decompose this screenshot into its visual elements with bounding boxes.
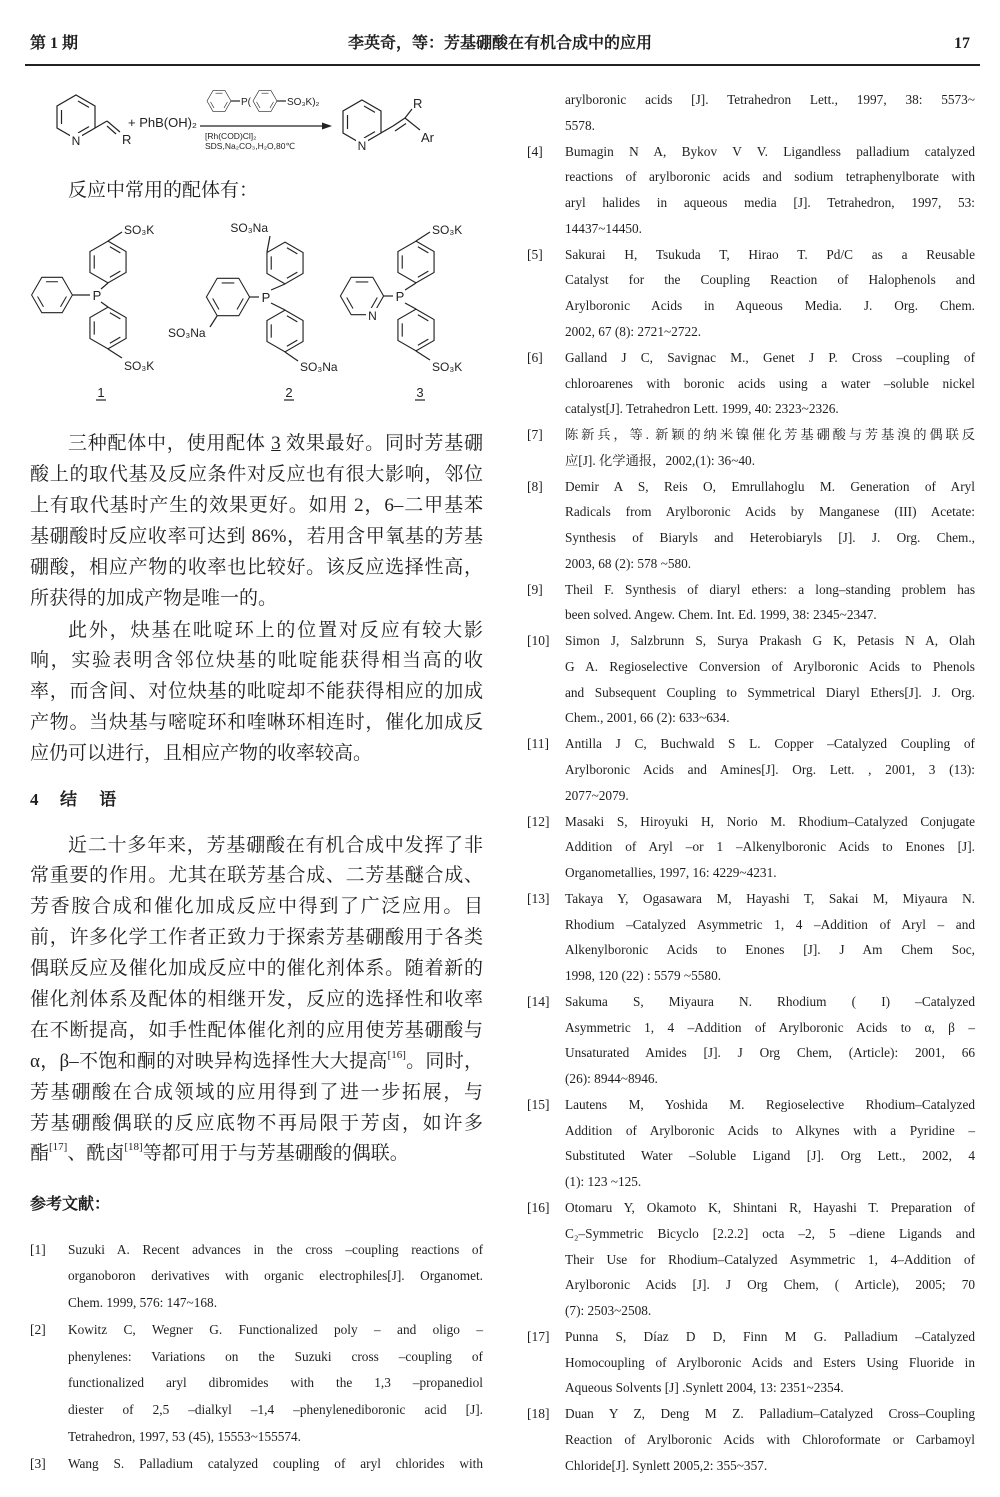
bond — [101, 302, 108, 307]
reference-text: Tetrahedron, 1997, 53 (45), 15553~155574. — [68, 1428, 302, 1444]
citation-superscript: [16] — [387, 1048, 406, 1061]
reference-text: Simon J, Salzbrunn S, Surya Prakash G K, Petasis N A, Olah — [565, 633, 975, 649]
text-line — [30, 1139, 483, 1170]
reference-line — [527, 422, 975, 448]
reference-text: Reaction of Arylboronic Acids with Chloroformate or Carbamoyl — [565, 1431, 975, 1447]
citation-superscript: [17] — [49, 1141, 68, 1154]
reference-line — [30, 1317, 483, 1344]
text-line: 在不断提高，如手性配体催化剂的应用使芳基硼酸与 — [30, 1019, 483, 1041]
text-line: 催化剂体系及配体的相继开发，反应的选择性和收率 — [30, 988, 483, 1010]
text-run: 效果最好。同时芳基硼 — [280, 432, 483, 454]
left-aryl-ring — [206, 278, 249, 315]
reference-text: chloroarenes with boronic acids using a water –soluble nickel — [565, 375, 975, 391]
text-line — [30, 428, 483, 459]
reference-number: [12] — [527, 813, 550, 829]
reference-text: Arylboronic Acids and Amines[J]. Org. Lett. , 2001, 3 (13): — [565, 762, 975, 777]
reference-text: Substituted Water –Soluble Ligand [J]. Org Lett., 2002, 4 — [565, 1148, 975, 1164]
reference-text: 应[J]. 化学通报，2002,(1): 36~40. — [565, 452, 756, 468]
reference-text: Galland J C, Savignac M., Genet J P. Cross –coupling of — [565, 349, 975, 365]
reference-line — [527, 989, 975, 1015]
reference-number: [3] — [30, 1455, 46, 1471]
reference-line — [565, 1169, 975, 1195]
text-run: 三种配体中，使用配体 — [68, 432, 272, 454]
bond — [95, 121, 107, 128]
ligand-phenyl-ring — [207, 91, 231, 112]
reference-line — [527, 474, 975, 500]
reference-number: [2] — [30, 1321, 46, 1337]
text-run: 。同时， — [405, 1050, 483, 1072]
bond — [405, 118, 420, 130]
upper-aryl-ring — [90, 241, 126, 283]
reference-line — [565, 654, 975, 680]
reference-text: 2077~2079. — [565, 787, 629, 803]
text-line: 硼酸，相应产物的收率也比较好。该反应选择性高， — [30, 556, 483, 578]
reference-text: 2002, 67 (8): 2721~2722. — [565, 323, 702, 339]
bond — [405, 283, 416, 290]
references-left-column — [30, 1237, 483, 1478]
text-line: 率，而含间、对位炔基的吡啶却不能获得相应的加成 — [30, 681, 483, 703]
reference-line — [565, 190, 975, 216]
bond — [108, 349, 122, 358]
reference-text: Masaki S, Hiroyuki H, Norio M. Rhodium–Catalyzed Conjugate — [565, 813, 975, 829]
sulfonate-label: SO₃Na — [230, 221, 268, 235]
reference-line — [527, 809, 975, 835]
reference-line — [565, 293, 975, 319]
reference-line — [527, 577, 975, 603]
reference-line — [527, 1195, 975, 1221]
arrow-head — [322, 123, 332, 130]
text-line: 偶联反应及催化加成反应中的催化剂体系。随着新的 — [30, 958, 483, 980]
reference-text: and Subsequent Coupling to Symmetrical Diaryl Ethers[J]. J. Org. — [565, 684, 975, 700]
reference-line — [565, 1453, 975, 1479]
lower-aryl-ring — [90, 307, 126, 349]
product-nitrogen-label: N — [357, 139, 367, 153]
text-line: 基硼酸时反应收率可达到 86%，若用含甲氧基的芳基 — [30, 525, 483, 547]
reference-text: Chem., 2001, 66 (2): 633~634. — [565, 710, 730, 726]
reactant-nitrogen-label: N — [71, 134, 81, 148]
reference-number: [1] — [30, 1241, 46, 1257]
reference-text: Takaya Y, Ogasawara M, Hayashi T, Sakai M, Miyaura N. — [565, 890, 975, 906]
reference-line — [68, 1397, 483, 1424]
bond — [271, 284, 285, 290]
reference-line — [527, 731, 975, 757]
reference-line — [565, 1066, 975, 1092]
reference-line — [565, 1143, 975, 1169]
reference-text: 14437~14450. — [565, 220, 643, 236]
reference-line — [565, 834, 975, 860]
phosphorus-label: P — [261, 290, 271, 305]
reference-line — [565, 164, 975, 190]
reference-text: Wang S. Palladium catalyzed coupling of aryl chlorides with — [68, 1455, 483, 1471]
reference-line — [68, 1424, 483, 1451]
phosphorus-label: P — [395, 289, 405, 304]
reference-line — [565, 525, 975, 551]
reference-line — [527, 628, 975, 654]
ligand-structures — [0, 205, 500, 410]
bond — [416, 351, 430, 360]
reference-line — [30, 1451, 483, 1478]
text-line: 产物。当炔基与嘧啶环和喹啉环相连时，催化加成反 — [30, 711, 483, 733]
reference-line — [565, 1375, 975, 1401]
reference-text: Radicals from Arylboronic Acids by Manganese (III) Acetate: — [565, 504, 975, 520]
ligand-phosphorus-label: P( — [241, 97, 251, 108]
sulfonate-label: SO₃K — [124, 359, 155, 373]
reference-text: Asymmetric 1, 4 –Addition of Arylboronic Acids to α, β – — [565, 1019, 975, 1035]
reference-line — [527, 1401, 975, 1427]
reference-text: Kowitz C, Wegner G. Functionalized poly – and oligo – — [68, 1321, 483, 1337]
reference-text: reactions of arylboronic acids and sodium tetraphenylborate with — [565, 169, 975, 185]
sulfonate-label: SO₃K — [124, 223, 155, 237]
phosphorus-label: P — [92, 288, 102, 303]
reactant-pyridine-ring — [57, 95, 95, 139]
reference-text: Unsaturated Amides [J]. J Org Chem, (Article): 2001, 66 — [565, 1045, 975, 1061]
reference-number: [16] — [527, 1200, 550, 1216]
reference-line — [565, 499, 975, 525]
reference-text: Suzuki A. Recent advances in the cross –coupling reactions of — [68, 1241, 483, 1257]
reference-text: Their Use for Rhodium–Catalyzed Asymmetric 1, 4–Addition of — [565, 1251, 975, 1267]
reference-text: Addition of Arylboronic Acids to Alkynes with a Pyridine – — [565, 1122, 975, 1138]
reference-text: 1998, 120 (22) : 5579 ~5580. — [565, 968, 722, 984]
upper-aryl-ring — [267, 242, 303, 284]
reference-number: [7] — [527, 427, 543, 443]
reference-text: organoboron derivatives with organic electrophiles[J]. Organomet. — [68, 1268, 483, 1284]
text-line: 近二十多年来，芳基硼酸在有机合成中发挥了非 — [68, 834, 483, 856]
reference-text: Lautens M, Yoshida M. Regioselective Rhodium–Catalyzed — [565, 1096, 975, 1112]
bond — [405, 303, 416, 309]
reference-text: Arylboronic Acids in Aqueous Media. J. Org. Chem. — [565, 298, 975, 314]
lower-aryl-ring — [398, 309, 434, 351]
reference-text: Theil F. Synthesis of diaryl ethers: a long–standing problem has — [565, 581, 975, 597]
sulfonate-label: SO₃K — [432, 223, 463, 237]
citation-superscript: [18] — [124, 1141, 143, 1154]
reference-text: Aqueous Solvents [J] .Synlett 2004, 13: 2351~2354. — [565, 1380, 844, 1396]
reference-line — [565, 1298, 975, 1324]
reference-line — [565, 448, 975, 474]
product-pyridine-ring — [343, 100, 381, 144]
ligand-sulfonate-label: SO₃K)₂ — [287, 97, 320, 108]
reference-text: 2003, 68 (2): 578 ~580. — [565, 555, 692, 571]
reference-text: 5578. — [565, 117, 595, 133]
reference-line — [68, 1263, 483, 1290]
bond — [285, 352, 298, 361]
reference-text: G A. Regioselective Conversion of Arylboronic Acids to Phenols — [565, 658, 975, 674]
reference-text: Sakuma S, Miyaura N. Rhodium ( I) –Catalyzed — [565, 993, 975, 1009]
reference-line — [565, 1272, 975, 1298]
reference-text: phenylenes: Variations on the Suzuki cross –coupling of — [68, 1348, 483, 1364]
reference-text: Addition of Aryl –or 1 –Alkenylboronic Acids to Enones [J]. — [565, 839, 975, 855]
sulfonate-label: SO₃Na — [168, 326, 206, 340]
reference-line — [565, 1247, 975, 1273]
reference-text: functionalized aryl dibromides with the 1,3 –propanediol — [68, 1375, 483, 1391]
body-paragraph — [30, 428, 483, 614]
sulfonate-label: SO₃K — [432, 360, 463, 374]
reference-line — [565, 602, 975, 628]
reference-line — [565, 912, 975, 938]
reference-line — [565, 396, 975, 422]
reference-text: Punna S, Díaz D D, Finn M G. Palladium –Catalyzed — [565, 1328, 975, 1344]
reference-line — [565, 1015, 975, 1041]
reference-line — [527, 345, 975, 371]
ligand-2 — [168, 221, 338, 400]
reference-number: [4] — [527, 143, 543, 159]
reference-line — [565, 1350, 975, 1376]
reference-text: Otomaru Y, Okamoto K, Shintani R, Hayashi T. Preparation of — [565, 1200, 975, 1216]
reference-text: C₂–Symmetric Bicyclo [2.2.2] octa –2, 5 –diene Ligands and — [565, 1225, 975, 1241]
reference-number: [13] — [527, 890, 550, 906]
text-line: 所获得的加成产物是唯一的。 — [30, 587, 278, 609]
reference-text: Sakurai H, Tsukuda T, Hirao T. Pd/C as a Reusable — [565, 246, 975, 262]
reference-line — [527, 1324, 975, 1350]
reference-line — [68, 1290, 483, 1317]
bond — [210, 316, 217, 327]
text-line: 芳基硼酸偶联的反应底物不再局限于芳卤，如许多 — [30, 1112, 483, 1134]
phenyl-ring — [32, 277, 73, 312]
reference-text: (7): 2503~2508. — [565, 1303, 652, 1319]
ligand-1 — [32, 223, 155, 400]
reference-text: arylboronic acids [J]. Tetrahedron Lett., 1997, 38: 5573~ — [565, 92, 975, 108]
reference-line — [30, 1237, 483, 1264]
reference-line — [565, 937, 975, 963]
lower-aryl-ring — [267, 310, 303, 352]
bond — [395, 124, 406, 132]
bond — [416, 232, 430, 241]
reference-text: catalyst[J]. Tetrahedron Lett. 1999, 40: 2323~2326. — [565, 401, 839, 417]
reference-line — [565, 1040, 975, 1066]
reference-text: (26): 8944~8946. — [565, 1071, 658, 1087]
reference-line — [565, 783, 975, 809]
header-rule — [25, 64, 980, 66]
bond — [107, 121, 120, 132]
catalyst-label: [Rh(COD)Cl]₂ — [205, 131, 257, 141]
text-run: 、酰卤 — [67, 1143, 125, 1165]
reference-text: Rhodium –Catalyzed Asymmetric 1, 4 –Addition of Aryl – and — [565, 916, 975, 932]
reactant-r-label: R — [122, 132, 132, 147]
reference-line — [527, 1092, 975, 1118]
ligand-3 — [340, 223, 462, 400]
references-heading: 参考文献： — [30, 1196, 111, 1213]
reference-line — [527, 886, 975, 912]
reference-text: Antilla J C, Buchwald S L. Copper –Catalyzed Coupling of — [565, 736, 975, 752]
text-line: 此外，炔基在吡啶环上的位置对反应有较大影 — [68, 619, 483, 641]
page-number: 17 — [954, 35, 970, 52]
reference-line — [565, 267, 975, 293]
reference-line — [565, 757, 975, 783]
references-right-column — [527, 87, 975, 1478]
reference-text: Catalyst for the Coupling Reaction of Halophenols and — [565, 272, 975, 288]
reference-text: Duan Y Z, Deng M Z. Palladium–Catalyzed Cross–Coupling — [565, 1406, 975, 1422]
reference-line — [565, 860, 975, 886]
reference-text: Arylboronic Acids [J]. J Org Chem, ( Article), 2005; 70 — [565, 1277, 975, 1293]
running-title: 李英奇，等：芳基硼酸在有机合成中的应用 — [347, 35, 652, 52]
reference-number: [10] — [527, 633, 550, 649]
reference-text: (1): 123 ~125. — [565, 1174, 642, 1190]
reference-line — [565, 680, 975, 706]
reference-text: Organometallies, 1997, 16: 4229~4231. — [565, 865, 777, 881]
bond — [381, 126, 393, 133]
ligand-reference: 3 — [271, 432, 281, 454]
ligands-intro: 反应中常用的配体有： — [68, 180, 259, 201]
text-line: 响，实验表明含邻位炔基的吡啶能获得相当高的收 — [30, 650, 483, 672]
conditions-label: SDS,Na₂CO₃,H₂O,80℃ — [205, 141, 295, 151]
bond — [405, 109, 412, 118]
reference-text: Chem. 1999, 576: 147~168. — [68, 1295, 218, 1311]
ligand-number: 1 — [97, 385, 105, 400]
reference-text: Demir A S, Reis O, Emrullahoglu M. Generation of Aryl — [565, 478, 975, 494]
bond — [108, 232, 122, 241]
reagent-label: + PhB(OH)₂ — [128, 115, 197, 130]
reference-line — [565, 551, 975, 577]
reference-line — [565, 1427, 975, 1453]
reference-number: [17] — [527, 1328, 550, 1344]
reference-line — [565, 216, 975, 242]
reference-text: Chloride[J]. Synlett 2005,2: 355~357. — [565, 1457, 768, 1473]
product-ar-label: Ar — [421, 130, 434, 145]
bond — [101, 283, 108, 289]
reference-text: 陈新兵，等. 新颖的纳米镍催化芳基硼酸与芳基溴的偶联反 — [565, 427, 975, 443]
reference-line — [565, 705, 975, 731]
reference-number: [6] — [527, 349, 543, 365]
section-title: 结 语 — [60, 790, 117, 809]
reference-number: [18] — [527, 1406, 550, 1422]
reference-number: [5] — [527, 246, 543, 262]
nitrogen-label: N — [368, 309, 377, 323]
reference-text: Bumagin N A, Bykov V V. Ligandless palladium catalyzed — [565, 143, 975, 159]
reference-number: [11] — [527, 736, 549, 752]
upper-aryl-ring — [398, 241, 434, 283]
reference-text: aryl halides in aqueous media [J]. Tetrahedron, 1997, 53: — [565, 195, 975, 211]
ligand-number: 2 — [285, 385, 293, 400]
reference-line — [68, 1370, 483, 1397]
reference-number: [15] — [527, 1096, 550, 1112]
reference-line — [565, 1118, 975, 1144]
reference-line — [565, 963, 975, 989]
reference-line — [565, 87, 975, 113]
reference-number: [9] — [527, 581, 543, 597]
text-line: 上有取代基时产生的效果更好。如用 2，6–二甲基苯 — [30, 494, 483, 516]
reference-line — [527, 242, 975, 268]
body-paragraph — [30, 616, 483, 770]
text-line: 前，许多化学工作者正致力于探索芳基硼酸用于各类 — [30, 927, 483, 949]
reference-text: Alkenylboronic Acids to Enones [J]. J Am Chem Soc, — [565, 942, 975, 958]
body-paragraph — [30, 831, 483, 1171]
reference-number: [8] — [527, 478, 543, 494]
bond — [267, 236, 270, 252]
ligand-number: 3 — [416, 385, 424, 400]
sulfonate-label: SO₃Na — [300, 360, 338, 374]
text-line: 酸上的取代基及反应条件对反应也有很大影响，邻位 — [30, 463, 483, 485]
reference-text: Synthesis of Biaryls and Heterobiaryls [J]. J. Org. Chem., — [565, 530, 975, 546]
text-run: α，β–不饱和酮的对映异构选择性大大提高 — [30, 1050, 388, 1072]
text-line: 芳基硼酸在合成领域的应用得到了进一步拓展，与 — [30, 1081, 483, 1103]
reaction-scheme — [0, 75, 500, 170]
reference-number: [14] — [527, 993, 550, 1009]
bond — [271, 303, 285, 310]
product-r-label: R — [413, 96, 423, 111]
reference-line — [527, 139, 975, 165]
text-line — [30, 1047, 483, 1078]
reference-text: Homocoupling of Arylboronic Acids and Esters Using Fluoride in — [565, 1354, 975, 1370]
text-line: 常重要的作用。尤其在联芳基合成、二芳基醚合成、 — [30, 865, 483, 887]
reference-text: diester of 2,5 –dialkyl –1,4 –phenylenediboronic acid [J]. — [68, 1402, 483, 1418]
reference-line — [565, 319, 975, 345]
text-line: 芳香胺合成和催化加成反应中得到了广泛应用。目 — [30, 896, 483, 918]
reference-line — [565, 371, 975, 397]
text-run: 等都可用于与芳基硼酸的偶联。 — [142, 1143, 409, 1165]
text-run: 酯 — [30, 1143, 50, 1165]
ligand-aryl-ring — [253, 91, 277, 112]
issue-number: 第 1 期 — [30, 35, 79, 52]
text-line: 应仍可以进行，且相应产物的收率较高。 — [30, 742, 373, 764]
reference-line — [565, 113, 975, 139]
reference-line — [68, 1344, 483, 1371]
section-number: 4 — [30, 790, 39, 809]
reference-text: been solved. Angew. Chem. Int. Ed. 1999, 38: 2345~2347. — [565, 607, 877, 623]
reference-line — [565, 1221, 975, 1247]
